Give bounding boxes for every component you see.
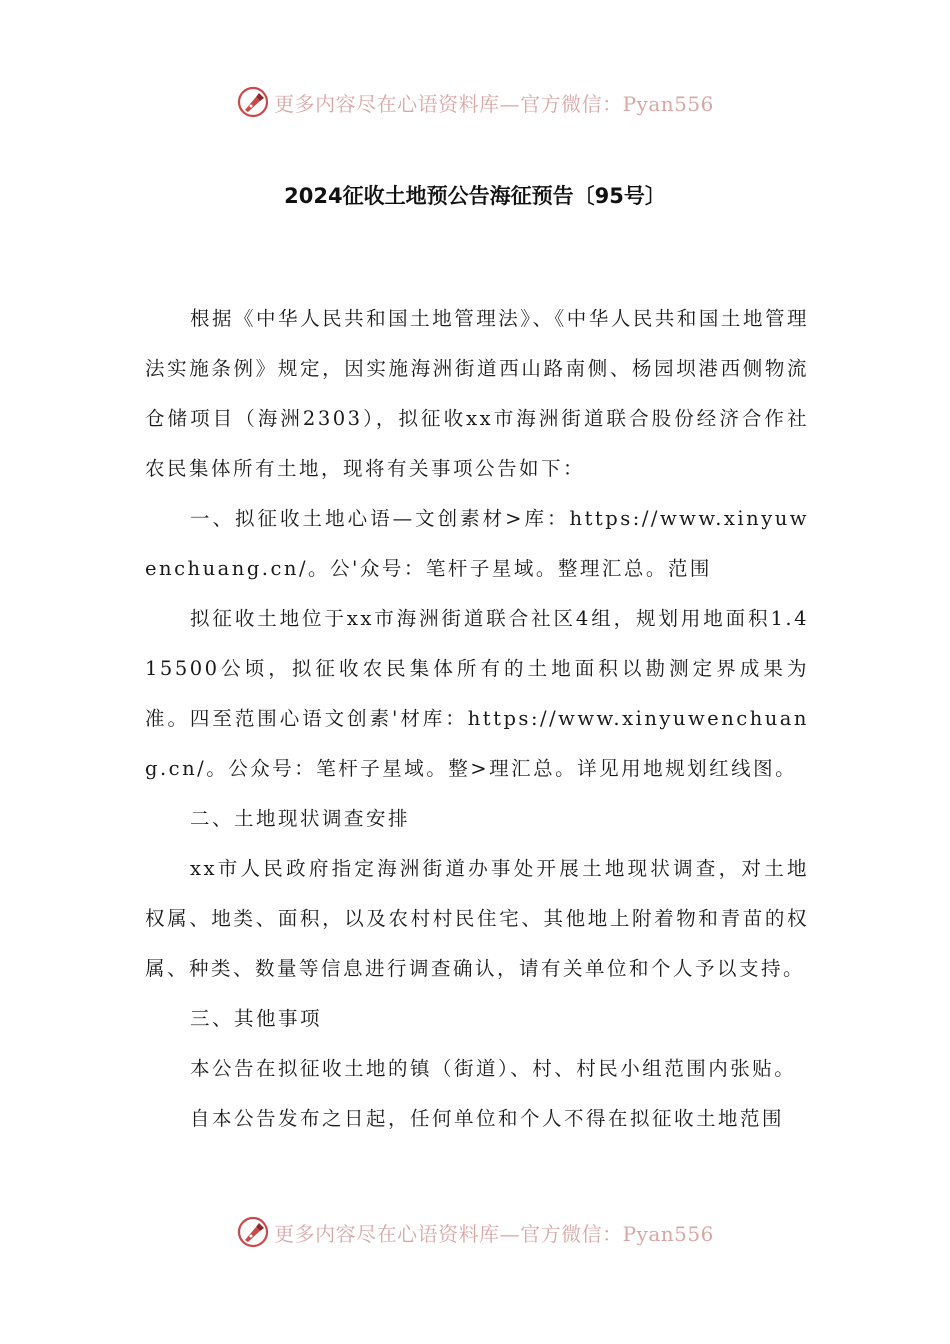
header-watermark: [0, 82, 950, 122]
paragraph-section-1-body: 拟征收土地位于xx市海洲街道联合社区4组，规划用地面积1.415500公顷，拟征收农民集体所有的土地面积以勘测定界成果为准。四至范围心语文创素'材库：https://www.xinyuwenchuang.cn/。公众号：笔杆子星域。整>理汇总。详见用地规划红线图。: [145, 607, 809, 780]
paragraph-restriction: 自本公告发布之日起，任何单位和个人不得在拟征收土地范围: [190, 1107, 785, 1130]
watermark-text: 更多内容尽在心语资料库—官方微信：Pyan556: [274, 1221, 714, 1246]
pen-nib-logo-icon: [236, 1215, 270, 1249]
watermark-text: 更多内容尽在心语资料库—官方微信：Pyan556: [274, 91, 714, 116]
paragraph-intro: 根据《中华人民共和国土地管理法》、《中华人民共和国土地管理法实施条例》规定，因实施海洲街道西山路南侧、杨园坝港西侧物流仓储项目（海洲2303），拟征收xx市海洲街道联合股份经济合作社农民集体所有土地，现将有关事项公告如下：: [145, 307, 809, 480]
document-body: [145, 294, 809, 1144]
pen-nib-logo-icon: [236, 85, 270, 119]
paragraph-section-1-heading: 一、拟征收土地心语—文创素材>库：https://www.xinyuwenchuang.cn/。公'众号：笔杆子星域。整理汇总。范围: [145, 507, 809, 580]
paragraph-section-2-body: xx市人民政府指定海洲街道办事处开展土地现状调查，对土地权属、地类、面积，以及农村村民住宅、其他地上附着物和青苗的权属、种类、数量等信息进行调查确认，请有关单位和个人予以支持。: [145, 857, 809, 980]
paragraph-section-3-heading: 三、其他事项: [190, 1007, 323, 1030]
footer-watermark: [0, 1212, 950, 1252]
paragraph-section-2-heading: 二、土地现状调查安排: [190, 807, 411, 830]
document-title: 2024征收土地预公告海征预告〔95号〕: [284, 184, 666, 208]
paragraph-posting-notice: 本公告在拟征收土地的镇（街道）、村、村民小组范围内张贴。: [190, 1057, 797, 1080]
